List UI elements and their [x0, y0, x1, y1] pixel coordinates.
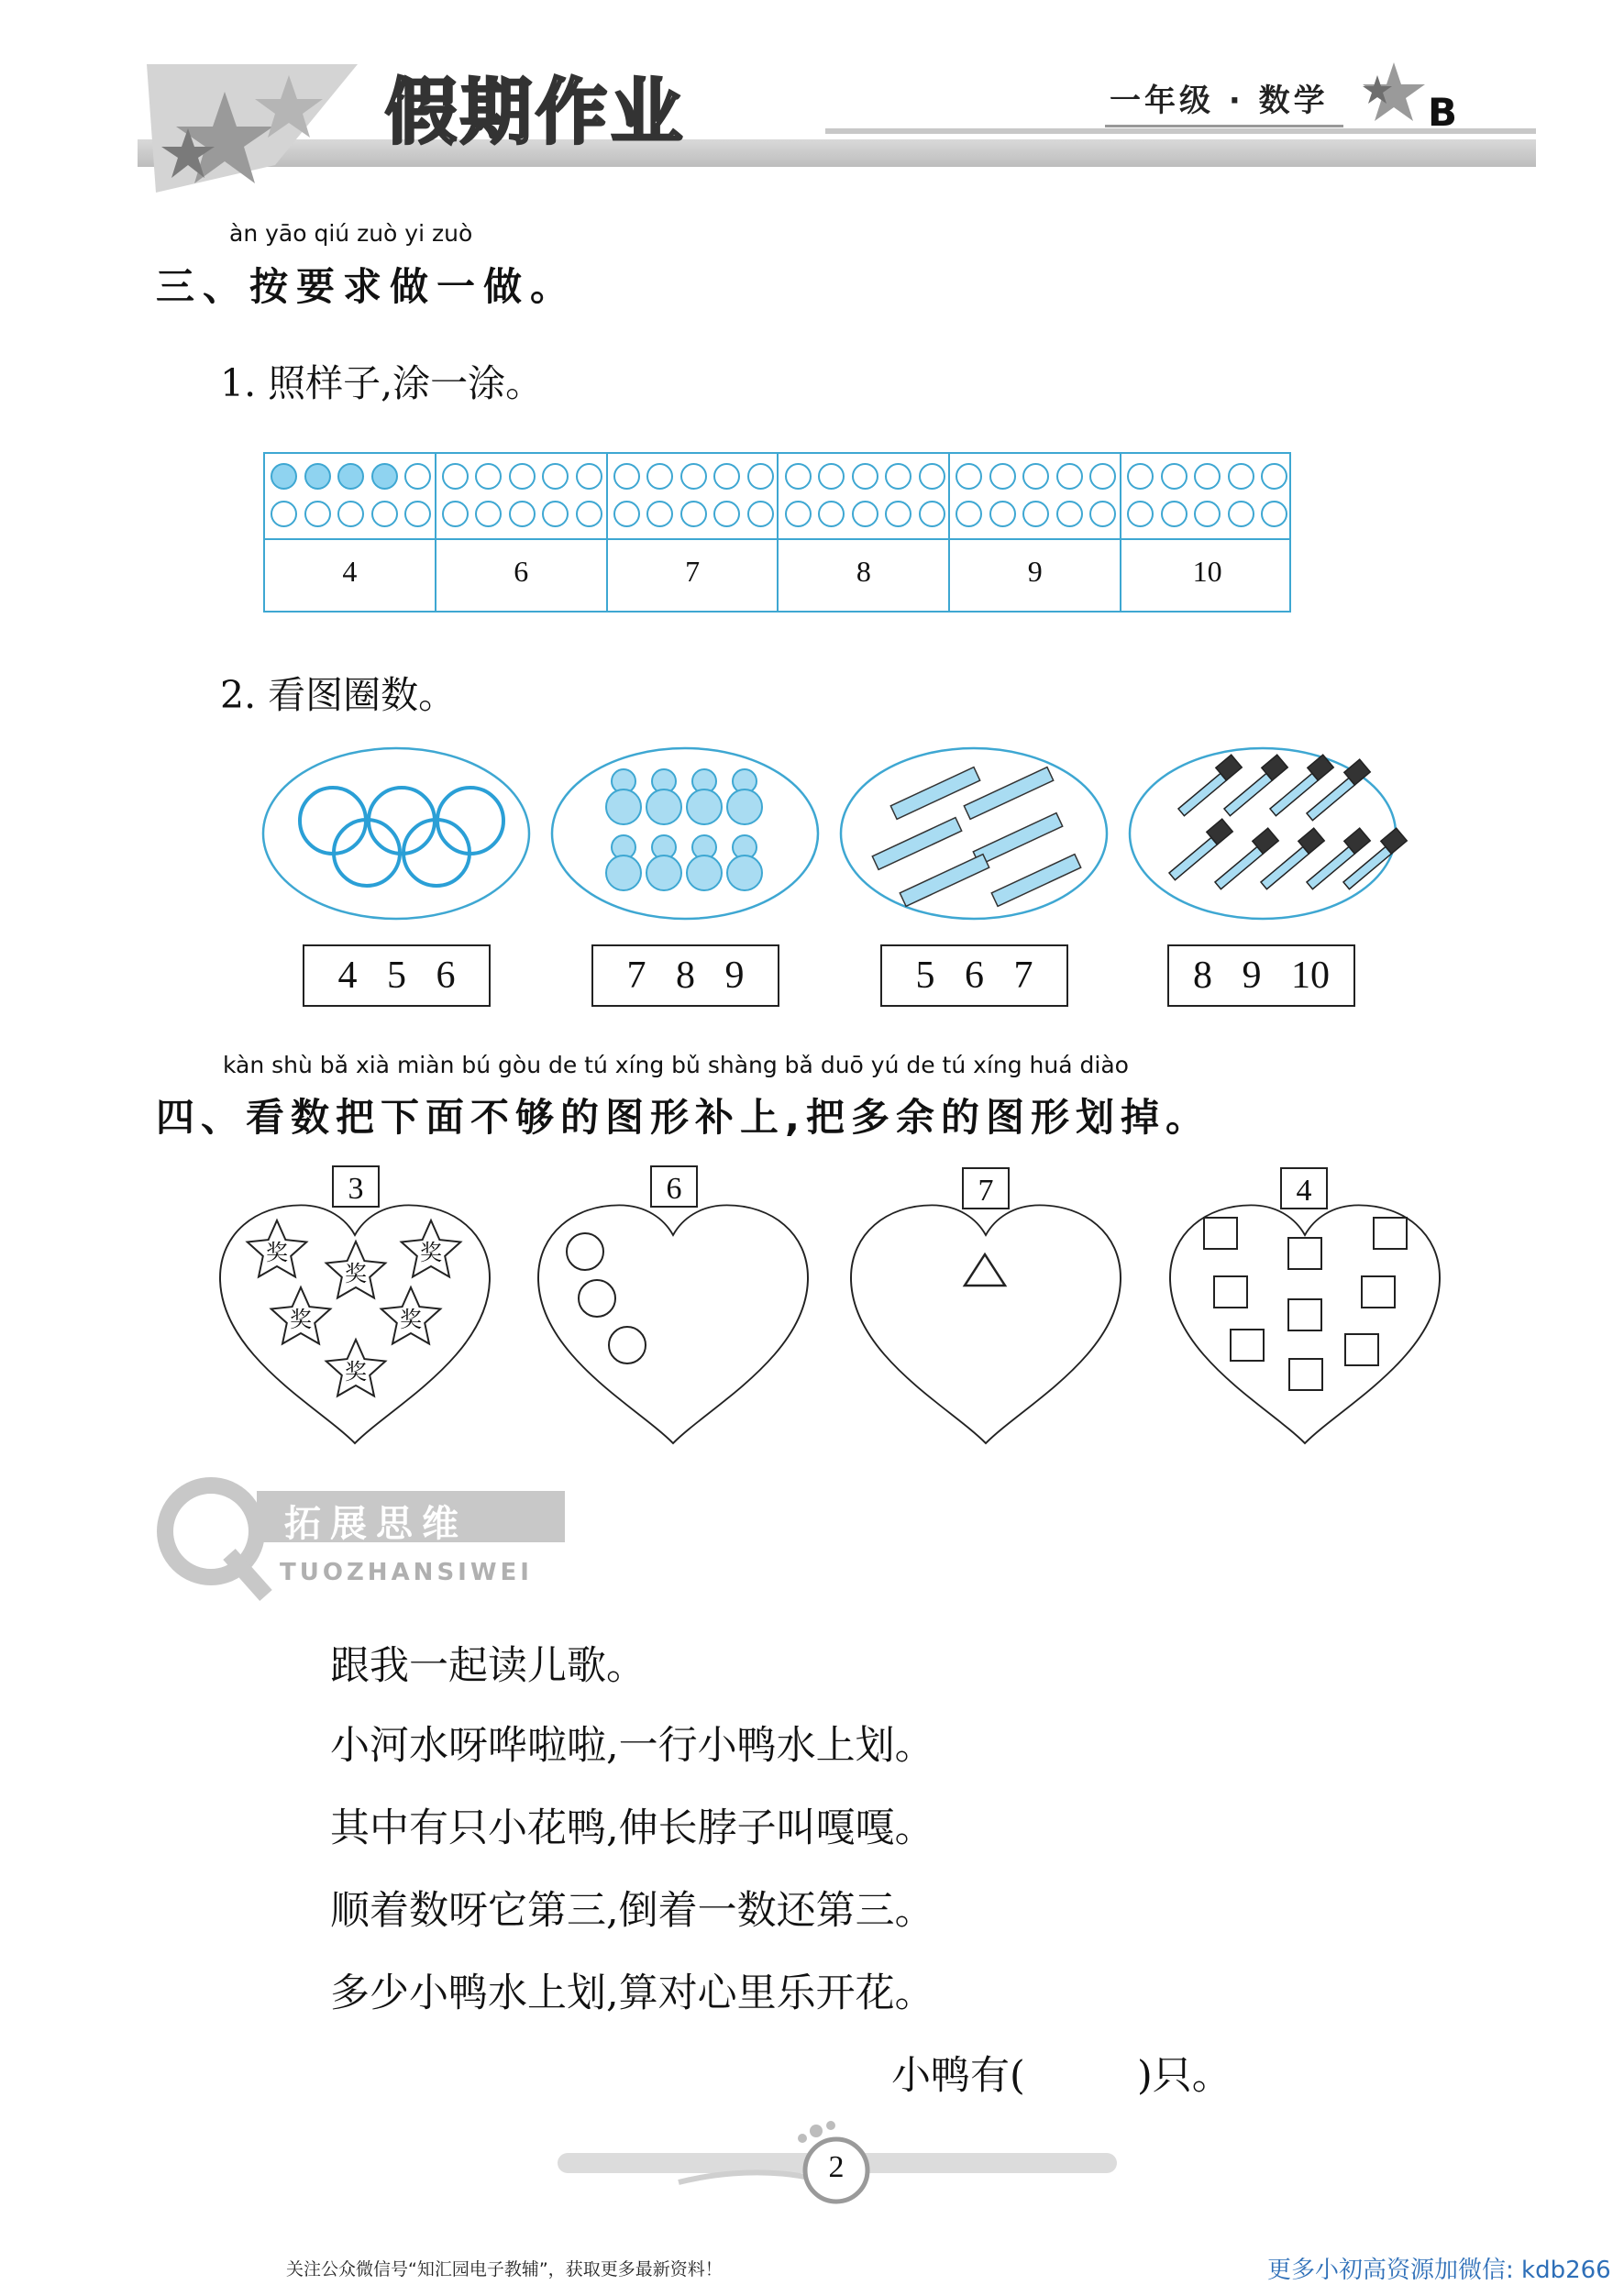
circle-dot[interactable] [576, 501, 602, 527]
circle-dot[interactable] [576, 463, 602, 490]
q2-pictures [257, 745, 1412, 928]
circle-dot[interactable] [304, 463, 331, 490]
combs-picture [841, 748, 1107, 919]
circle-table-cell [1121, 454, 1293, 611]
circle-dot[interactable] [747, 463, 774, 490]
circle-dot[interactable] [404, 501, 431, 527]
option-box-rings[interactable]: 4 5 6 [303, 944, 491, 1007]
circle-dot[interactable] [613, 463, 640, 490]
circle-dot[interactable] [680, 463, 707, 490]
circle-dot[interactable] [613, 501, 640, 527]
hearts-area [211, 1165, 1458, 1449]
toothbrushes-picture [1130, 748, 1407, 919]
footer-right-text[interactable]: 更多小初高资源加微信: kdb266 [1267, 2257, 1611, 2284]
circle-table [263, 452, 1291, 613]
circle-dot[interactable] [1161, 463, 1188, 490]
extension-title: 拓展思维 [284, 1503, 468, 1545]
heart-triangle [851, 1205, 1121, 1443]
poem-line-2: 小河水呀哗啦啦,一行小鸭水上划。 [330, 1723, 934, 1769]
q2-title: 2. 看图圈数。 [220, 673, 457, 717]
circle-table-cell [608, 454, 779, 611]
circle-dot[interactable] [989, 501, 1016, 527]
circle-dot[interactable] [271, 463, 297, 490]
star-label: 奖 [345, 1359, 367, 1385]
circle-dot[interactable] [1056, 463, 1083, 490]
circle-dot[interactable] [1022, 501, 1049, 527]
circle-dot[interactable] [956, 501, 982, 527]
circle-dot[interactable] [956, 463, 982, 490]
circle-dot[interactable] [785, 463, 812, 490]
circle-dot[interactable] [442, 463, 469, 490]
option-box-gourds[interactable]: 7 8 9 [591, 944, 779, 1007]
circle-dot[interactable] [1161, 501, 1188, 527]
circle-dot[interactable] [1127, 463, 1154, 490]
circle-dot[interactable] [919, 463, 945, 490]
circle-dot[interactable] [1228, 501, 1254, 527]
circle-dot[interactable] [1261, 501, 1287, 527]
circle-dot[interactable] [404, 463, 431, 490]
circle-dot[interactable] [1194, 501, 1221, 527]
circle-dot[interactable] [442, 501, 469, 527]
circle-table-number: 4 [342, 555, 358, 588]
poem-line-1: 跟我一起读儿歌。 [330, 1643, 646, 1689]
section3-title: 三、按要求做一做。 [156, 264, 578, 309]
circle-shape [609, 1327, 646, 1363]
circle-dot[interactable] [1089, 463, 1116, 490]
circle-dot[interactable] [542, 463, 569, 490]
circle-dot[interactable] [747, 501, 774, 527]
poem-line-3: 其中有只小花鸭,伸长脖子叫嘎嘎。 [330, 1805, 934, 1851]
circle-dot[interactable] [680, 501, 707, 527]
circle-dot[interactable] [852, 501, 878, 527]
option-box-combs[interactable]: 5 6 7 [880, 944, 1068, 1007]
circle-dot[interactable] [1127, 501, 1154, 527]
square-shape [1288, 1238, 1321, 1269]
answer-prefix: 小鸭有( [891, 2053, 1025, 2099]
extension-subtitle: TUOZHANSIWEI [280, 1559, 533, 1586]
heart-number-3: 7 [978, 1174, 994, 1208]
header-badge-letter: B [1428, 90, 1458, 135]
heart-number-2: 6 [666, 1172, 682, 1206]
circle-dot[interactable] [646, 463, 673, 490]
circle-table-cell [779, 454, 951, 611]
poem-line-5: 多少小鸭水上划,算对心里乐开花。 [330, 1970, 934, 2016]
circle-dot[interactable] [542, 501, 569, 527]
circle-dot[interactable] [337, 463, 364, 490]
square-shape [1289, 1359, 1322, 1390]
circle-shape [579, 1280, 615, 1317]
square-shape [1374, 1218, 1407, 1249]
circle-dot[interactable] [713, 463, 740, 490]
circle-table-number: 6 [514, 555, 529, 588]
header-grade-underline [1105, 125, 1343, 127]
star-label: 奖 [266, 1240, 288, 1265]
circle-table-number: 9 [1027, 555, 1043, 588]
circle-dot[interactable] [509, 463, 536, 490]
circle-dot[interactable] [1022, 463, 1049, 490]
circle-dot[interactable] [1194, 463, 1221, 490]
star-label: 奖 [400, 1307, 422, 1332]
section4-pinyin: kàn shù bǎ xià miàn bú gòu de tú xíng bǔ shàng bǎ duō yú de tú xíng huá diào [223, 1052, 1129, 1078]
square-shape [1345, 1334, 1378, 1365]
circle-dot[interactable] [919, 501, 945, 527]
circle-dot[interactable] [818, 463, 845, 490]
circle-table-number: 8 [856, 555, 871, 588]
page-number: 2 [828, 2150, 845, 2184]
circle-dot[interactable] [1261, 463, 1287, 490]
circle-dot[interactable] [271, 501, 297, 527]
answer-blank[interactable] [1036, 2049, 1137, 2095]
circle-dot[interactable] [885, 463, 911, 490]
circle-dot[interactable] [371, 501, 398, 527]
option-box-toothbrushes[interactable]: 8 9 10 [1167, 944, 1355, 1007]
circle-table-cell [436, 454, 608, 611]
star-label: 奖 [290, 1307, 312, 1332]
square-shape [1231, 1330, 1264, 1361]
square-shape [1214, 1276, 1247, 1308]
header-grade: 一年级 · 数学 [1110, 83, 1329, 119]
section4-title: 四、看数把下面不够的图形补上,把多余的图形划掉。 [156, 1095, 1210, 1140]
circle-dot[interactable] [646, 501, 673, 527]
circle-table-cell [950, 454, 1121, 611]
badge-stars-icon [1357, 57, 1431, 130]
circle-shape [567, 1233, 603, 1270]
circle-dot[interactable] [1228, 463, 1254, 490]
circle-dot[interactable] [989, 463, 1016, 490]
gourds-picture [552, 748, 818, 919]
answer-suffix: )只。 [1137, 2053, 1232, 2099]
section3-pinyin: àn yāo qiú zuò yi zuò [229, 220, 473, 247]
q1-title: 1. 照样子,涂一涂。 [220, 361, 544, 405]
circle-table-number: 10 [1192, 555, 1222, 588]
heart-number-4: 4 [1296, 1174, 1312, 1208]
circle-dot[interactable] [509, 501, 536, 527]
circle-table-number: 7 [685, 555, 701, 588]
circle-dot[interactable] [713, 501, 740, 527]
circle-dot[interactable] [785, 501, 812, 527]
footer-left-text: 关注公众微信号“知汇园电子教辅”，获取更多最新资料！ [286, 2259, 723, 2279]
square-shape [1288, 1299, 1321, 1330]
olympic-rings-picture [263, 748, 529, 919]
circle-dot[interactable] [1089, 501, 1116, 527]
poem-line-4: 顺着数呀它第三,倒着一数还第三。 [330, 1888, 934, 1934]
star-label: 奖 [345, 1261, 367, 1286]
circle-dot[interactable] [475, 501, 502, 527]
circle-dot[interactable] [337, 501, 364, 527]
circle-dot[interactable] [852, 463, 878, 490]
circle-dot[interactable] [885, 501, 911, 527]
circle-dot[interactable] [304, 501, 331, 527]
heart-number-1: 3 [348, 1172, 364, 1206]
circle-table-cell [265, 454, 436, 611]
square-shape [1204, 1218, 1237, 1249]
circle-dot[interactable] [1056, 501, 1083, 527]
square-shape [1362, 1276, 1395, 1308]
star-label: 奖 [420, 1240, 442, 1265]
circle-dot[interactable] [818, 501, 845, 527]
circle-dot[interactable] [475, 463, 502, 490]
header-title: 假期作业 [385, 72, 687, 154]
header-stars-icon [138, 55, 367, 202]
circle-dot[interactable] [371, 463, 398, 490]
